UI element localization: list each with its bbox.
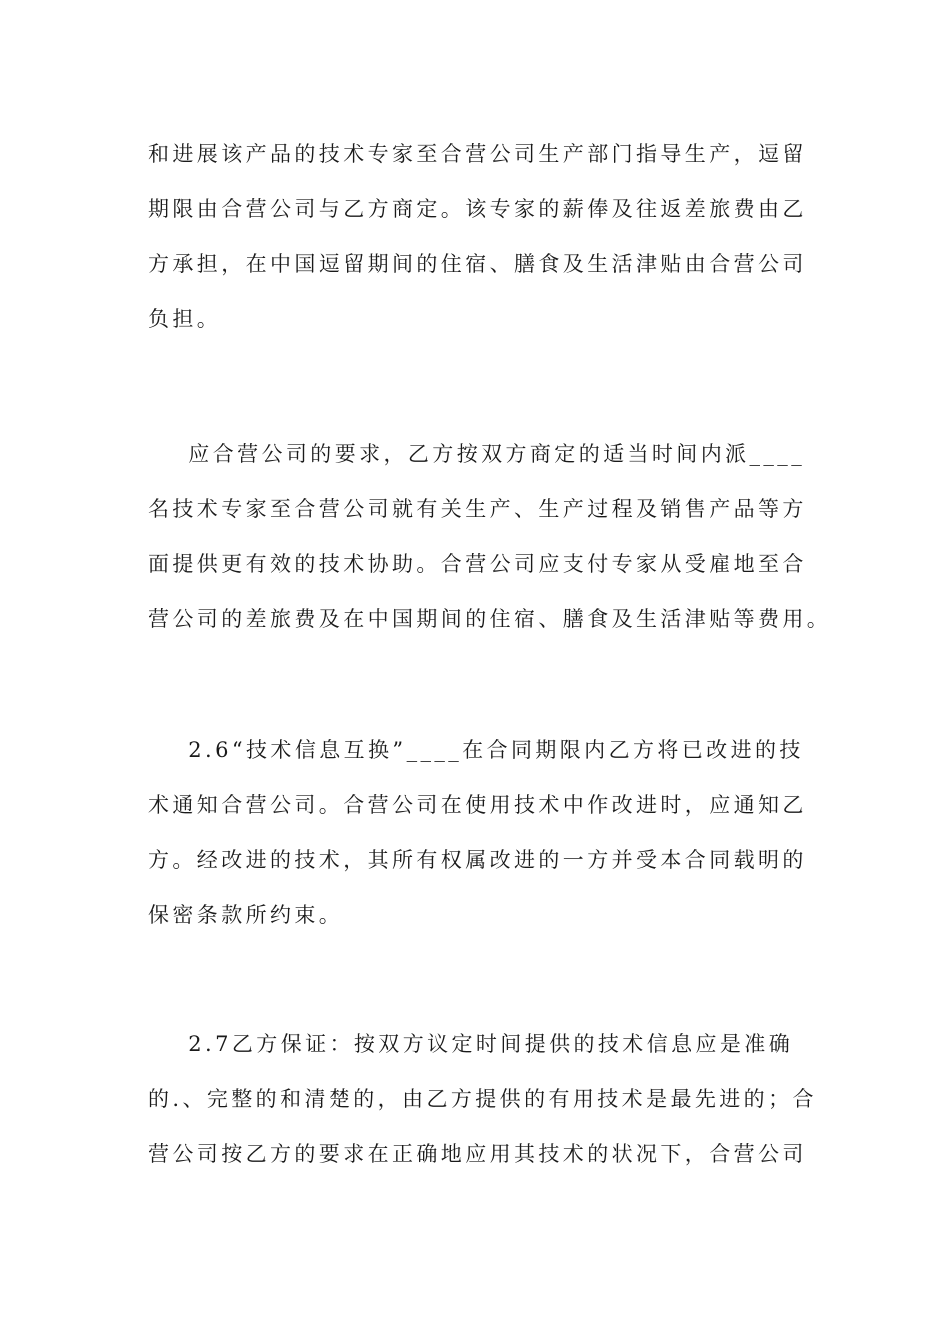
paragraph-line: 负担。	[148, 307, 222, 331]
paragraph-line: 和进展该产品的技术专家至合营公司生产部门指导生产，逗留	[148, 142, 807, 166]
paragraph-line: 保密条款所约束。	[148, 903, 344, 927]
paragraph-line: 名技术专家至合营公司就有关生产、生产过程及销售产品等方	[148, 497, 807, 521]
paragraph-technical-assistance	[148, 427, 832, 647]
paragraph-expert-dispatch	[148, 127, 808, 347]
paragraph-line: 应合营公司的要求，乙方按双方商定的适当时间内派____	[148, 442, 806, 466]
paragraph-line: 2.6“技术信息互换”____在合同期限内乙方将已改进的技	[148, 738, 804, 762]
paragraph-line: 期限由合营公司与乙方商定。该专家的薪俸及往返差旅费由乙	[148, 197, 807, 221]
paragraph-line: 营公司按乙方的要求在正确地应用其技术的状况下，合营公司	[148, 1142, 807, 1166]
paragraph-line: 2.7乙方保证：按双方议定时间提供的技术信息应是准确	[148, 1032, 794, 1056]
paragraph-line: 术通知合营公司。合营公司在使用技术中作改进时，应通知乙	[148, 793, 807, 817]
paragraph-clause-2-7	[148, 1017, 817, 1182]
paragraph-line: 的.、完整的和清楚的，由乙方提供的有用技术是最先进的；合	[148, 1087, 817, 1111]
paragraph-line: 方承担，在中国逗留期间的住宿、膳食及生活津贴由合营公司	[148, 252, 807, 276]
paragraph-clause-2-6	[148, 723, 808, 943]
paragraph-line: 方。经改进的技术，其所有权属改进的一方并受本合同载明的	[148, 848, 807, 872]
paragraph-line: 面提供更有效的技术协助。合营公司应支付专家从受雇地至合	[148, 552, 807, 576]
paragraph-line: 营公司的差旅费及在中国期间的住宿、膳食及生活津贴等费用。	[148, 607, 832, 631]
